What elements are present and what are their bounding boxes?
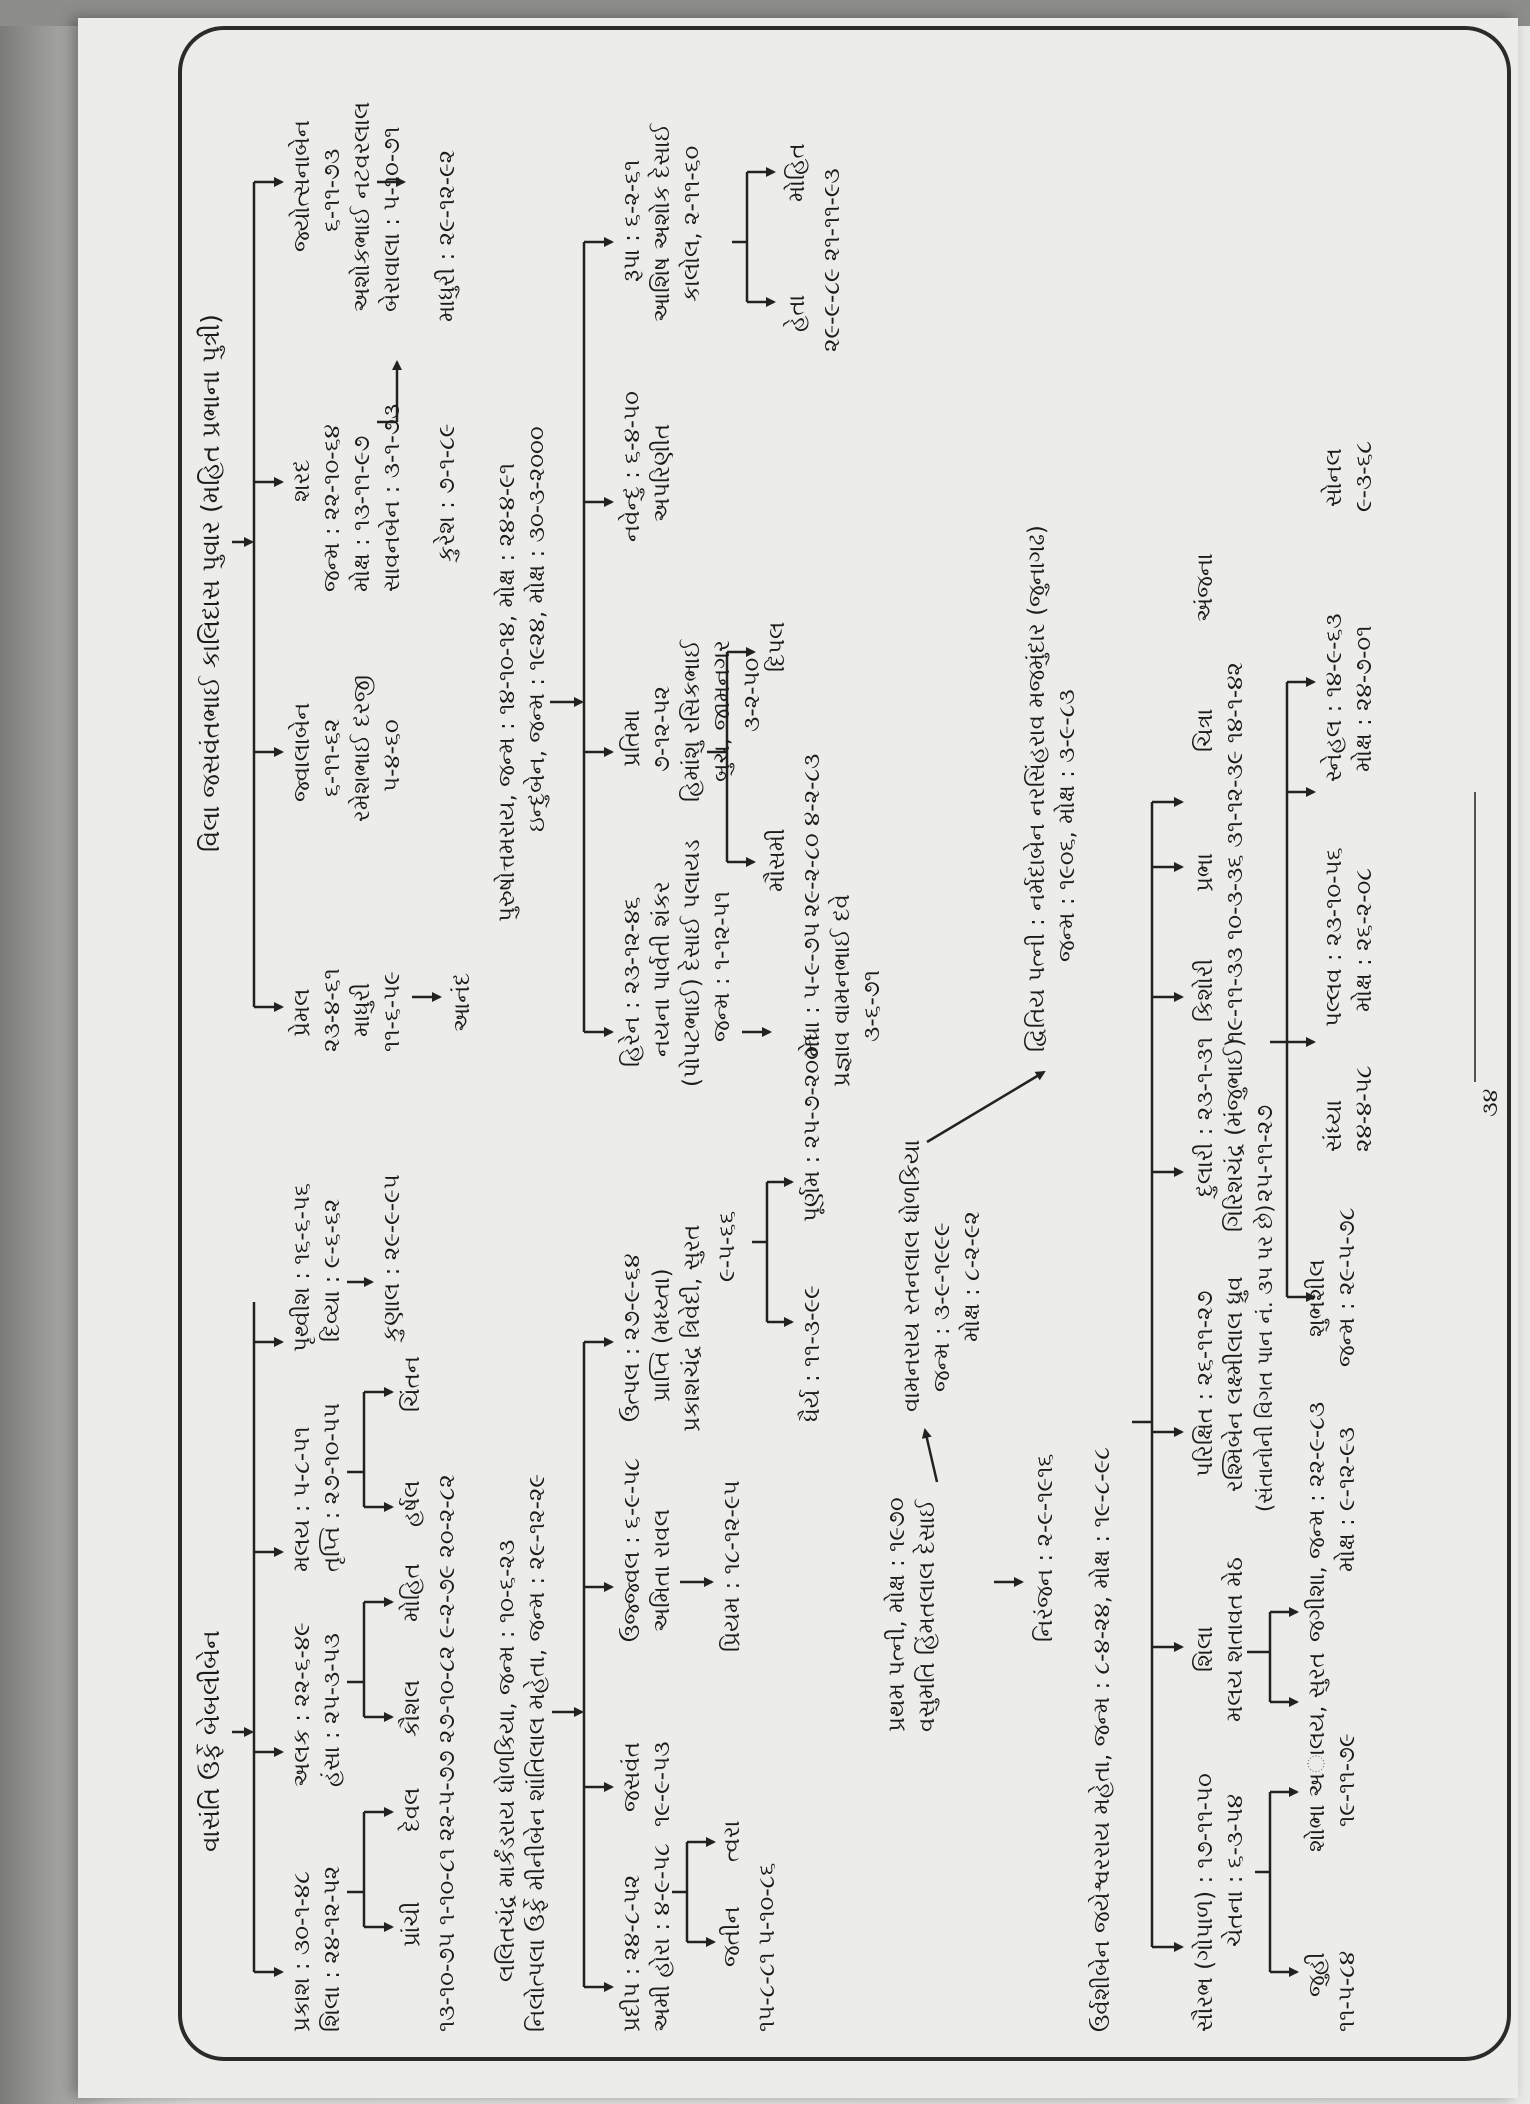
person-pallav-death: મોક્ષ : ૨૬-૨-૦૮ xyxy=(1351,867,1377,1012)
person-rupa: રૂપા : ૬-૨-૬૧ xyxy=(619,159,645,282)
person-jaswant: જસવંત xyxy=(619,1742,645,1812)
couple-lalitchandra: લલિતચંદ્ર માર્કંડરાય ધોળકિયા, જન્મ : ૧૦-૬-૨૩ xyxy=(494,1539,520,1982)
person-jaswant-date: ૧૯-૯-૫૩ xyxy=(649,1741,675,1827)
person-mohit: મોહિત xyxy=(399,1563,425,1622)
person-jvala: જ્વાલાબેન xyxy=(289,702,315,802)
person-ramesh: રમેશભાઈ દરજી xyxy=(349,675,375,822)
person-pratima: પ્રતિમા xyxy=(619,709,645,767)
person-sonal: સોનલ xyxy=(1321,448,1347,507)
person-shobha: શોભા અાલય, સુરત xyxy=(1304,1652,1330,1852)
sisters-dates: ૧૯-૧૧-૩૩ ૧૦-૩-૩૬ ૩૧-૧૨-૩૯ ૧૪-૧-૪૨ xyxy=(1222,662,1248,1042)
person-harshal: હર્ષલ xyxy=(399,1480,425,1527)
santan-note: (સંતાનોની વિગત પાન નં. ૩૫ પર છે) xyxy=(1253,1204,1277,1512)
person-shubhsheel: શુભશીલ xyxy=(1304,1259,1330,1337)
person-shobha-date: ૧૯-૧૧-૭૯ xyxy=(1334,1733,1360,1827)
person-jagishha: જગીશા, જન્મ : ૨૨-૯-૮૩ xyxy=(1304,1401,1330,1642)
person-jyotsana: જ્યોત્સનાબેન xyxy=(289,120,315,252)
person-amita: અમિતા રાવલ xyxy=(649,1508,675,1632)
person-chetna: ચેતના : ૬-૩-૫૪ xyxy=(1222,1794,1248,1947)
person-dhairya: ધૈર્ય : ૧૧-૩-૯૯ xyxy=(799,1285,825,1422)
person-sharad: શરદ xyxy=(289,459,315,502)
person-shubhsheel-birth: જન્મ : ૨૯-૫-૭૮ xyxy=(1334,1207,1360,1367)
person-ami: અમી હોરા : ૪-૯-૫૮ xyxy=(649,1843,675,2032)
grandchildren-dates: ૧૩-૧૦-૭૫ ૧-૧૦-૮૧ ૨૨-૫-૭૭ ૨૭-૧૦-૮૨ ૯-૨-૭૯ ૨૦-૨-૮૨ xyxy=(434,1474,460,2032)
person-medha: મેધા : ૫-૯-૭૫ xyxy=(799,922,825,1057)
person-premal: પ્રેમલ xyxy=(289,988,315,1037)
person-madhuri-2: માધુરી : ૨૯-૧૨-૯૨ xyxy=(434,149,460,322)
person-juhi-date: ૧૧-૫-૮૪ xyxy=(1334,1950,1360,2032)
couple-purushottamrai: પુરુષોત્તમરાય, જન્મ : ૧૪-૧૦-૧૪, મોક્ષ : ૨૪-૪-૯૧ xyxy=(494,462,520,922)
person-prakashchandra: પ્રકાશચંદ્ર ત્રિવેદી, સુરત xyxy=(679,1224,705,1432)
person-chitra: ચિત્રા xyxy=(1192,708,1218,752)
person-jagishha-death: મોક્ષ : ૯-૧૨-૯૩ xyxy=(1334,1427,1360,1572)
person-dipal: દિપલ xyxy=(764,621,790,672)
first-wife-line: પ્રથમ પત્ની, મોક્ષ : ૧૯૭૦ xyxy=(884,1497,910,1732)
person-hiren: હિરેન : ૨૩-૧૨-૪૬ xyxy=(619,896,645,1067)
person-anand: આનંદ xyxy=(449,972,475,1032)
person-tvara: ત્વરા xyxy=(719,1820,745,1862)
person-kalol: કાલોલ, ૨-૧૧-૬૦ xyxy=(679,145,705,302)
person-sandhya-date: ૨૪-૪-૫૮ xyxy=(1351,1065,1377,1152)
utpal-child-date: ૯-૫-૬૬ xyxy=(714,1210,740,1282)
person-mausami: મૌસમી xyxy=(764,828,790,892)
person-parikshit: પરિક્ષિત : ૨૬-૧૧-૨૭ xyxy=(1192,1290,1218,1477)
family-tree xyxy=(192,46,1503,2042)
person-shila-2: શિલા xyxy=(1192,1626,1218,1672)
person-kaushal: કૌશલ xyxy=(399,1679,425,1737)
person-ashish: આશિષ અશોક દેસાઈ xyxy=(649,123,675,322)
person-unmarried: અપરિણીત xyxy=(649,423,675,522)
person-niranjan: નિરંજન : ૨-૯-૧૯૧૬ xyxy=(1032,1453,1058,1642)
person-nayana: નયના પાર્વતી શંકર xyxy=(649,881,675,1057)
person-saurabh: સૌરભ (ગોપાળ) : ૧૭-૧૧-૫૦ xyxy=(1192,1773,1218,2032)
person-divya: દિવ્યા : ૯-૬-૬૨ xyxy=(319,1198,345,1342)
girishchandra-date: ૨૫-૧૧-૨૭ xyxy=(1252,1104,1278,1202)
person-pragya: પ્રજ્ઞાવ વામનભાઈ દવે xyxy=(829,894,855,1087)
couple-induben: ઇન્દુબેન, જન્મ : ૧૯૨૪, મોક્ષ : ૩૦-૩-૨૦૦૦ xyxy=(524,426,550,832)
person-purnam: પૂર્ણમ : ૨૫-૭-૨૦૦૧ xyxy=(799,1034,825,1222)
person-dulari: દુલારી : ૨૩-૧-૩૧ xyxy=(1192,1037,1218,1197)
person-prachi: પ્રાંચી xyxy=(399,1901,425,1947)
person-prabha: પ્રભા xyxy=(1192,853,1218,892)
right-family-header: વિલા જસવંતભાઈ કાલિદાસ પુવાર (મહિત પ્રભાના પુત્રી) xyxy=(196,314,225,852)
first-wife-name: વસુમતિ હિંમતલાલ દેસાઈ xyxy=(914,1499,940,1732)
person-jvala-date: ૬-૧૧-૬૨ xyxy=(319,718,345,797)
person-malay: મલય : ૫-૮-૫૧ xyxy=(289,1426,315,1572)
person-sandhya: સંધ્યા xyxy=(1321,1099,1347,1152)
person-anjana: અંજના xyxy=(1192,553,1218,622)
person-savan: સાવનબેન : ૩-૧-૭૩ xyxy=(379,403,405,592)
page-number: ૩૪ xyxy=(1478,1088,1503,1117)
person-premal-date: ૨૩-૪-૬૧ xyxy=(319,968,345,1052)
second-wife-line: દ્વિતિય પત્ની : નર્મદાબેન નરસિંહરાવ મજમુંદાર (જુનાગઢ) xyxy=(1024,525,1050,1052)
person-prapti: પ્રાપ્તિ (મધ્ય્તા) xyxy=(649,1268,675,1402)
second-wife-dates: જન્મ : ૧૯૦૬, મોક્ષ : ૩-૯-૮૩ xyxy=(1054,689,1080,962)
person-snehal: સ્નેહલ : ૧૪-૯-૬૩ xyxy=(1321,613,1347,782)
person-sonal-date: ૯-૩-૬૮ xyxy=(1351,440,1377,512)
person-pruthvish: પૃથ્વીશ : ૧૬-૬-૫૬ xyxy=(289,1183,315,1352)
mausami-dipal-dates: ૨૯-૨-૮૦ ૪-૨-૮૩ xyxy=(799,753,825,917)
person-urvashi: ઉર્વશીબેન જયેશ્વરરાય મહેતા, જન્મ : ૮-૪-૨૪, મોક્ષ : ૧૯-૮-૯૮ xyxy=(1089,1447,1115,2032)
left-family-header: વાસંતિ ઉર્ફે બેબલીબેન xyxy=(196,1630,225,1852)
person-girishchandra: ગિરિશચંદ્ર (મંજુભાઈ) xyxy=(1222,1038,1248,1232)
person-pritam: પ્રિયમ : ૧૮-૧૨-૯૫ xyxy=(719,1480,745,1652)
person-madhuri-date: ૧૧-૬-૫૯ xyxy=(379,971,405,1052)
person-chintan: ચિંતન xyxy=(399,1356,425,1412)
person-popatbhai: (પોપટભાઈ) દેસાઈ પલાયડ xyxy=(679,839,705,1087)
person-hansa: હંસા : ૨૫-૩-૫૩ xyxy=(319,1633,345,1787)
person-prakash: પ્રકાશ : ૩૦-૧-૪૮ xyxy=(289,1871,315,2032)
person-utpal: ઉત્પલ : ૨૭-૯-૬૪ xyxy=(619,1253,645,1422)
person-malay-shah: મલય શતાવત મેઠ xyxy=(1222,1557,1248,1722)
person-mohit-2: મોહિત xyxy=(784,143,810,202)
person-navendu: નવેન્દુ : ૬-૪-૫૦ xyxy=(619,391,645,542)
person-hetal: હેતા xyxy=(784,294,810,332)
person-himanshu: હિમાંશુ રસિકભાઈ xyxy=(679,639,705,802)
person-ramesh-date: ૫-૪-૬૦ xyxy=(379,719,405,792)
person-deval: દેવલ xyxy=(399,1787,425,1832)
person-bhuj-date: ૩-૨-૫૦ xyxy=(739,657,765,732)
person-jyotsana-date: ૬-૧૧-૭૩ xyxy=(319,148,345,232)
person-juhi: જુહી xyxy=(1304,1952,1330,1997)
person-kishori: કિશોરી xyxy=(1192,958,1218,1022)
vamanrai-death: મોક્ષ : ૮-૨-૯૨ xyxy=(959,1211,985,1342)
person-pradip: પ્રદીપ : ૨૪-૮-૫૨ xyxy=(619,1874,645,2032)
vamanrai-name: વામનરાય રતનલાલ ધોળકિયા xyxy=(899,1139,925,1412)
person-sharad-death: મોક્ષ : ૧૩-૧૧-૯૭ xyxy=(349,435,375,592)
person-snehal-death: મોક્ષ : ૨૪-૭-૦૧ xyxy=(1351,625,1377,772)
person-trupti: તૃપ્તિ : ૨૭-૧૦-૫૫ xyxy=(319,1402,345,1572)
person-alak: અલક : ૨૨-૬-૪૯ xyxy=(289,1622,315,1787)
vamanrai-birth: જન્મ : ૩-૯-૧૯૯૯ xyxy=(929,1222,955,1392)
person-ashok-relation: બેરાવાલા : ૫-૧૦-૭૧ xyxy=(379,126,405,312)
hetal-mohit-dates: ૨૯-૯-૮૯ ૨૧-૧૧-૯૩ xyxy=(819,168,845,352)
person-pratima-date: ૭-૧૨-૫૨ xyxy=(649,686,675,772)
person-bhuj: બુચ, જામનગર xyxy=(709,640,735,782)
person-kuresh: કુરેશ : ૭-૧-૮૯ xyxy=(434,423,460,562)
person-hiren-birth: જન્મ : ૧-૧૨-૫૧ xyxy=(709,891,735,1042)
person-shila: શિલા : ૨૪-૧૨-૫૨ xyxy=(319,1865,345,2032)
person-pallav: પલ્લવ : ૨૩-૧૦-૫૬ xyxy=(1321,847,1347,1027)
jatin-tvara-dates: ૧૫-૮-૮૧ ૫-૧૦-૮૬ xyxy=(754,1862,780,2032)
person-sharad-birth: જન્મ : ૨૨-૧૦-૬૪ xyxy=(319,424,345,592)
person-pragya-date: ૩-૬-૭૧ xyxy=(859,969,885,1042)
person-kunal: કુણાલ : ૨૯-૯-૯૫ xyxy=(379,1174,405,1342)
couple-nilotpala: નિલોત્પલા ઉર્ફે મીનીબેન શાંતિલાલ મહેતા, જન્મ : ૨૯-૧૨-૨૯ xyxy=(524,1473,550,2032)
person-jatin: જતીન xyxy=(719,1906,745,1967)
person-ujjval: ઉજ્જ્વલ : ૬-૯-૫૮ xyxy=(619,1458,645,1642)
person-madhuri: માધુરી xyxy=(349,982,375,1037)
person-ashok: અશોકભાઈ નટવરલાલ xyxy=(349,101,375,312)
person-rashmiben: રશ્મિબેન લક્ષ્મીલાલ ધ્રુવ xyxy=(1222,1276,1248,1492)
